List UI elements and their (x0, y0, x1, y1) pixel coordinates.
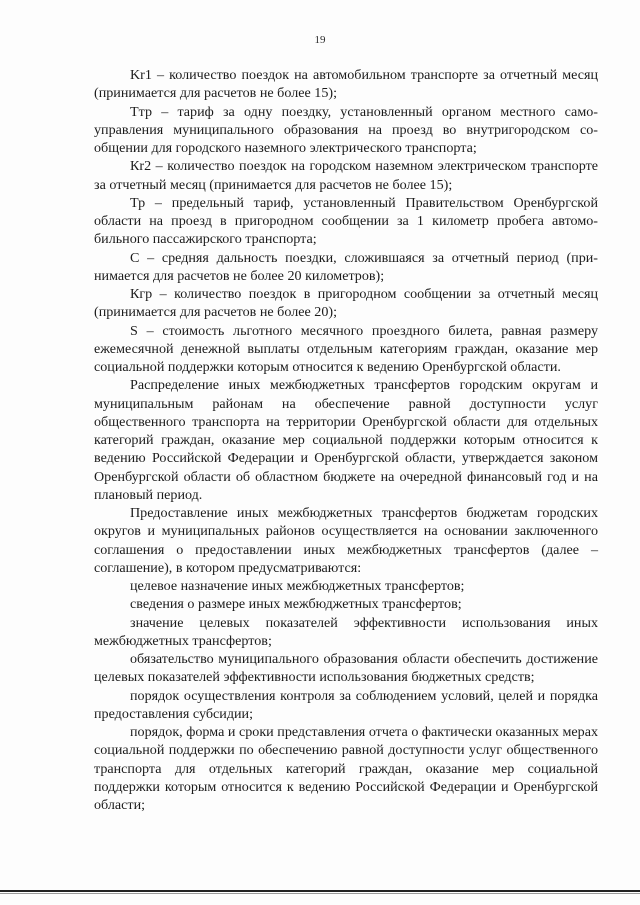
paragraph-kgr-definition: Кгр – количество поездок в пригородном сообщении за отчетный месяц (принимается для расчетов не более 20); (94, 286, 598, 321)
paragraph-distribution: Распределение иных межбюджетных трансфертов городским округам и муниципальным районам на обеспечение равной доступности услуг общественного транспорта на территории Оренбургской области для отдельных категорий граждан, оказание мер социальной поддержки которым относится к ведению Российской Федерации и Оренбургской области, утверждается законом Оренбургской области об областном бюджете на очередной финансовый год и на плановый период. (94, 377, 598, 503)
list-item-obligation: обязательство муниципального образования области обеспечить достижение целевых показателей эффективности использования бюджетных средств; (94, 651, 598, 686)
list-item-purpose: целевое назначение иных межбюджетных трансфертов; (130, 578, 465, 594)
paragraph-agreement-intro: Предоставление иных межбюджетных трансфертов бюджетам городских округов и муниципальных районов осуществляется на основании заключенного соглашения о предоставлении иных межбюджетных трансфертов (далее – соглашение), в котором предусматриваются: (94, 505, 598, 576)
paragraph-s-definition: S – стоимость льготного месячного проездного билета, равная размеру ежемесячной денежной выплаты отдельным категориям граждан, оказание мер социальной поддержки которым относится к ведению Оренбургской области. (94, 322, 598, 375)
list-item-reporting: порядок, форма и сроки представления отчета о фактически оказанных мерах социальной поддержки по обеспечению равной доступности услуг общественного транспорта для отдельных категорий граждан, оказание мер социальной поддержки которым относится к ведению Российской Федерации и Оренбургской области; (94, 724, 598, 813)
paragraph-c-definition: С – средняя дальность поездки, сложившаяся за отчетный период (принимается для расчетов не более 20 километров); (94, 249, 598, 284)
list-item-control: порядок осуществления контроля за соблюдением условий, целей и порядка предоставления субсидии; (94, 687, 598, 722)
list-item-indicators: значение целевых показателей эффективности использования иных межбюджетных трансфертов; (94, 614, 598, 649)
bottom-scan-edge (0, 890, 640, 892)
document-body (94, 66, 598, 814)
bottom-scan-edge-shadow (0, 893, 640, 894)
list-item-amount: сведения о размере иных межбюджетных трансфертов; (130, 596, 462, 613)
paragraph-ttr-definition: Ттр – тариф за одну поездку, установленный органом местного самоуправления муниципального образования на проезд во внутригородском сообщении для городского наземного электрического транспорта; (94, 103, 598, 156)
paragraph-kr2-definition: Кr2 – количество поездок на городском наземном электрическом транспорте за отчетный месяц (принимается для расчетов не более 15); (94, 158, 598, 193)
paragraph-tr-definition: Тр – предельный тариф, установленный Правительством Оренбургской области на проезд в пригородном сообщении за 1 километр пробега автомобильного пассажирского транспорта; (94, 194, 598, 248)
paragraph-kr1-definition: Kr1 – количество поездок на автомобильном транспорте за отчетный месяц (принимается для расчетов не более 15); (94, 67, 598, 102)
page-number: 19 (314, 34, 326, 46)
